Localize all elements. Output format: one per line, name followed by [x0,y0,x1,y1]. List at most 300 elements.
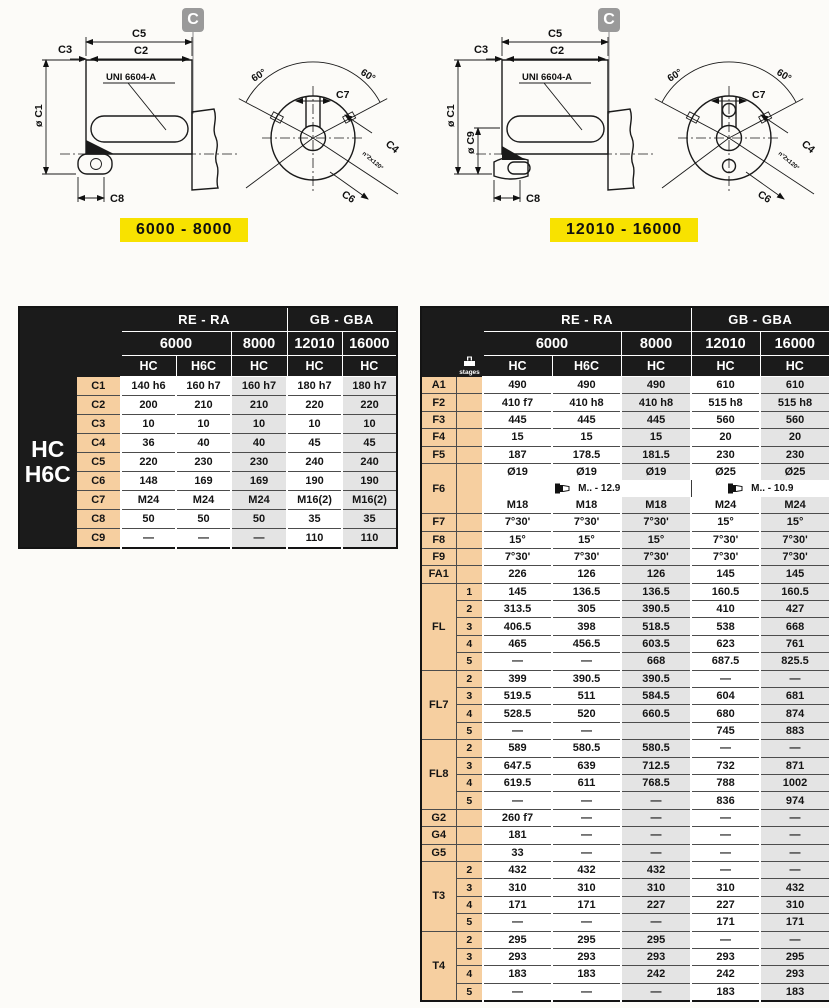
variant-header: HC [342,356,397,377]
value-cell: 310 [691,879,760,896]
table-row [19,472,397,491]
table-row [421,861,829,878]
value-cell: 183 [760,983,829,1001]
value-cell: Ø19 [483,463,552,480]
stages-icon [463,356,476,367]
dim-label-c6: C6 [755,188,774,206]
stage-number: 4 [456,896,483,913]
table-row [421,583,829,600]
size-header: 6000 [483,332,621,356]
table-row [19,434,397,453]
value-cell: 528.5 [483,705,552,722]
row-label: C2 [76,396,121,415]
value-cell: 456.5 [552,635,621,652]
variant-header: HC [483,356,552,377]
row-label: G5 [421,844,456,861]
value-cell: 520 [552,705,621,722]
row-group-label: FL8 [421,740,456,810]
section-tab-c: C [598,8,620,32]
table-row [19,377,397,396]
left-table-body [19,377,397,549]
value-cell: 310 [760,896,829,913]
stage-number: 2 [456,740,483,757]
value-cell: 580.5 [552,740,621,757]
value-cell: 680 [691,705,760,722]
value-cell: 126 [552,566,621,583]
value-cell: 178.5 [552,446,621,463]
value-cell: — [760,809,829,826]
value-cell: 7°30' [483,548,552,565]
table-row [421,931,829,948]
stages-label: stages [459,368,480,376]
row-label: G4 [421,827,456,844]
value-cell: 604 [691,688,760,705]
value-cell: — [760,740,829,757]
row-label: C4 [76,434,121,453]
value-cell: 242 [691,966,760,983]
value-cell: — [621,827,691,844]
series-group-header: GB - GBA [691,307,829,332]
value-cell: 465 [483,635,552,652]
value-cell: 220 [121,453,176,472]
value-cell: — [691,740,760,757]
value-cell: 145 [691,566,760,583]
value-cell: M24 [691,497,760,514]
value-cell: — [552,809,621,826]
value-cell: 293 [483,948,552,965]
table-row [421,411,829,428]
row-label: F2 [421,394,456,411]
table-row [421,688,829,705]
stage-number: 4 [456,774,483,791]
value-cell: 399 [483,670,552,687]
value-cell: 295 [621,931,691,948]
value-cell: 50 [121,510,176,529]
table-row [421,774,829,791]
angle-label-left: 60° [665,67,685,85]
stage-number: 1 [456,583,483,600]
value-cell: — [121,529,176,549]
value-cell: 732 [691,757,760,774]
value-cell: 668 [760,618,829,635]
value-cell: Ø19 [621,463,691,480]
value-cell: 619.5 [483,774,552,791]
value-cell: 883 [760,722,829,739]
row-label: C8 [76,510,121,529]
variant-header: HC [287,356,342,377]
value-cell: 33 [483,844,552,861]
table-row [421,757,829,774]
stage-cell [456,566,483,583]
right-table-header [421,307,829,377]
value-cell: — [552,983,621,1001]
table-row [421,948,829,965]
value-cell: 293 [552,948,621,965]
bolt-icon [727,483,743,494]
table-row [421,914,829,931]
value-cell: 295 [483,931,552,948]
value-cell: 181 [483,827,552,844]
left-table-header [19,307,397,377]
stage-number: 3 [456,879,483,896]
row-label: C1 [76,377,121,396]
dim-label-c7: C7 [752,89,766,101]
value-cell: M18 [552,497,621,514]
value-cell: Ø25 [760,463,829,480]
value-cell: 180 h7 [287,377,342,396]
value-cell: 410 f7 [483,394,552,411]
stage-number: 4 [456,705,483,722]
value-cell: 584.5 [621,688,691,705]
value-cell: 7°30' [552,514,621,531]
value-cell: 432 [760,879,829,896]
dim-label-c2: C2 [550,45,565,57]
value-cell: 190 [342,472,397,491]
size-range-caption: 12010 - 16000 [550,218,698,242]
value-cell: 230 [760,446,829,463]
header-corner [421,307,483,332]
dim-label-c5: C5 [132,28,147,40]
row-label: C3 [76,415,121,434]
value-cell: — [552,914,621,931]
value-cell: 390.5 [552,670,621,687]
value-cell: 15 [552,429,621,446]
stage-number: 2 [456,601,483,618]
size-header: 12010 [691,332,760,356]
value-cell: 169 [231,472,287,491]
table-row [421,792,829,809]
dim-label-c9: ø C9 [465,131,477,154]
value-cell: 15° [621,531,691,548]
value-cell: 768.5 [621,774,691,791]
model-label-line: HC [31,435,65,462]
value-cell: 7°30' [760,531,829,548]
value-cell: M24 [760,497,829,514]
value-cell [621,722,691,739]
size-header: 6000 [121,332,231,356]
table-row [421,601,829,618]
variant-header: HC [760,356,829,377]
dim-label-c8: C8 [110,193,125,205]
variant-header: HC [231,356,287,377]
value-cell: 490 [552,377,621,394]
value-cell: 681 [760,688,829,705]
value-cell: 35 [342,510,397,529]
value-cell: 410 [691,601,760,618]
stage-cell [456,827,483,844]
value-cell: 240 [287,453,342,472]
value-cell: 410 h8 [552,394,621,411]
value-cell: — [552,722,621,739]
value-cell: 10 [176,415,231,434]
spec-label-uni: UNI 6604-A [106,72,157,83]
value-cell: 226 [483,566,552,583]
value-cell: — [621,844,691,861]
dimension-drawing-12010-16000 [416,2,828,214]
value-cell: — [231,529,287,549]
stage-cell [456,809,483,826]
stage-number: 5 [456,653,483,670]
value-cell: 871 [760,757,829,774]
value-cell: 140 h6 [121,377,176,396]
table-row [421,705,829,722]
table-row [19,510,397,529]
value-cell: 511 [552,688,621,705]
value-cell: 660.5 [621,705,691,722]
header-corner [421,356,456,377]
value-cell: 40 [176,434,231,453]
row-label: C7 [76,491,121,510]
value-cell: 15° [691,514,760,531]
table-row [421,446,829,463]
stage-number: 2 [456,861,483,878]
variant-header: HC [121,356,176,377]
dim-label-c7: C7 [336,89,350,101]
value-cell: 406.5 [483,618,552,635]
value-cell: 687.5 [691,653,760,670]
value-cell: 7°30' [691,548,760,565]
dim-label-c6: C6 [339,188,358,206]
right-table-body [421,377,829,1002]
stage-number: 3 [456,618,483,635]
value-cell: 145 [483,583,552,600]
value-cell: 668 [621,653,691,670]
value-cell: — [621,792,691,809]
value-cell: 610 [760,377,829,394]
value-cell: 36 [121,434,176,453]
table-row [421,463,829,480]
row-label: F4 [421,429,456,446]
value-cell: 183 [552,966,621,983]
value-cell: 230 [231,453,287,472]
diagram-12010-16000 [416,0,828,296]
value-cell: 10 [342,415,397,434]
value-cell: 293 [691,948,760,965]
value-cell: 432 [552,861,621,878]
table-row [421,480,829,496]
size-header: 8000 [231,332,287,356]
stage-number: 3 [456,688,483,705]
table-row [19,415,397,434]
table-row [421,722,829,739]
series-group-header: RE - RA [121,307,287,332]
right-table-dimensions [420,306,829,1002]
value-cell: 126 [621,566,691,583]
bolt-icon [554,483,570,494]
value-cell: 227 [691,896,760,913]
table-row [421,983,829,1001]
value-cell: 160 h7 [176,377,231,396]
bolt-class-label: M.. - 10.9 [751,483,794,495]
table-row [421,844,829,861]
table-row [421,635,829,652]
size-header: 16000 [760,332,829,356]
value-cell: 519.5 [483,688,552,705]
value-cell: 603.5 [621,635,691,652]
stage-cell [456,548,483,565]
value-cell: 310 [483,879,552,896]
value-cell: 50 [231,510,287,529]
value-cell: 7°30' [621,514,691,531]
value-cell: 647.5 [483,757,552,774]
stage-cell [456,463,483,513]
row-label: FA1 [421,566,456,583]
value-cell: 45 [287,434,342,453]
value-cell: — [760,844,829,861]
stage-number: 4 [456,635,483,652]
value-cell: 110 [342,529,397,549]
value-cell: 293 [621,948,691,965]
value-cell: — [483,792,552,809]
value-cell: Ø25 [691,463,760,480]
value-cell: 160 h7 [231,377,287,396]
value-cell: 712.5 [621,757,691,774]
value-cell: 745 [691,722,760,739]
value-cell: 974 [760,792,829,809]
value-cell: 295 [760,948,829,965]
table-row [421,531,829,548]
value-cell: — [691,809,760,826]
variant-header: HC [691,356,760,377]
table-row [421,497,829,514]
stage-cell [456,531,483,548]
diagram-6000-8000 [0,0,412,296]
value-cell: 293 [760,966,829,983]
table-row [421,394,829,411]
value-cell: M24 [176,491,231,510]
value-cell: — [621,809,691,826]
variant-header: H6C [552,356,621,377]
value-cell: 145 [760,566,829,583]
value-cell: 227 [621,896,691,913]
value-cell: — [552,844,621,861]
value-cell: M16(2) [342,491,397,510]
row-label: F8 [421,531,456,548]
value-cell: 210 [231,396,287,415]
table-row [421,879,829,896]
dim-label-c3: C3 [474,44,489,56]
table-row [19,453,397,472]
row-label: C6 [76,472,121,491]
table-row [421,618,829,635]
value-cell: — [691,844,760,861]
value-cell: — [552,827,621,844]
value-cell: 35 [287,510,342,529]
value-cell: — [483,722,552,739]
value-cell: — [483,653,552,670]
value-cell: — [760,827,829,844]
value-cell: 788 [691,774,760,791]
bolt-class-cell [691,480,829,496]
table-row [421,827,829,844]
value-cell: — [691,670,760,687]
table-row [421,670,829,687]
stage-number: 2 [456,931,483,948]
table-row [421,653,829,670]
table-row [421,548,829,565]
value-cell: 200 [121,396,176,415]
value-cell: 7°30' [621,548,691,565]
value-cell: 515 h8 [691,394,760,411]
value-cell: 169 [176,472,231,491]
section-tab-c: C [182,8,204,32]
value-cell: 589 [483,740,552,757]
value-cell: 410 h8 [621,394,691,411]
stage-number: 5 [456,722,483,739]
header-corner [19,307,121,332]
stage-number: 3 [456,757,483,774]
row-label: A1 [421,377,456,394]
value-cell: — [691,827,760,844]
row-label: F6 [421,463,456,513]
dim-label-c2: C2 [134,45,149,57]
row-label: F3 [421,411,456,428]
dimension-drawing-6000-8000 [0,2,412,214]
series-group-header: GB - GBA [287,307,397,332]
row-group-label: FL7 [421,670,456,740]
value-cell: 538 [691,618,760,635]
table-row [19,491,397,510]
stage-number: 5 [456,792,483,809]
stage-number: 3 [456,948,483,965]
table-row [421,377,829,394]
stage-cell [456,446,483,463]
value-cell: 220 [287,396,342,415]
dim-note-c4: n°2x120° [360,150,384,172]
table-row [421,966,829,983]
value-cell: 445 [621,411,691,428]
value-cell: 10 [287,415,342,434]
value-cell: 639 [552,757,621,774]
angle-label-left: 60° [249,67,269,85]
value-cell: 20 [760,429,829,446]
value-cell: 611 [552,774,621,791]
value-cell: 230 [691,446,760,463]
value-cell: 181.5 [621,446,691,463]
value-cell: 432 [483,861,552,878]
value-cell: 148 [121,472,176,491]
value-cell: 1002 [760,774,829,791]
table-row [421,740,829,757]
stage-cell [456,394,483,411]
value-cell: 136.5 [552,583,621,600]
value-cell: 15° [760,514,829,531]
row-label: G2 [421,809,456,826]
value-cell: — [760,861,829,878]
table-row [19,396,397,415]
stage-cell [456,844,483,861]
header-corner [19,332,121,356]
value-cell: 171 [691,914,760,931]
row-group-label: T4 [421,931,456,1001]
value-cell: 7°30' [691,531,760,548]
value-cell: 515 h8 [760,394,829,411]
value-cell: 50 [176,510,231,529]
value-cell: 15 [483,429,552,446]
value-cell: 45 [342,434,397,453]
row-group-label: T3 [421,861,456,931]
header-corner [421,332,483,356]
value-cell: 210 [176,396,231,415]
row-label: F7 [421,514,456,531]
size-header: 12010 [287,332,342,356]
stage-number: 5 [456,914,483,931]
value-cell: 7°30' [483,514,552,531]
series-group-header: RE - RA [483,307,691,332]
value-cell: 490 [621,377,691,394]
left-table-hc-h6c [18,306,398,549]
row-group-label: FL [421,583,456,670]
